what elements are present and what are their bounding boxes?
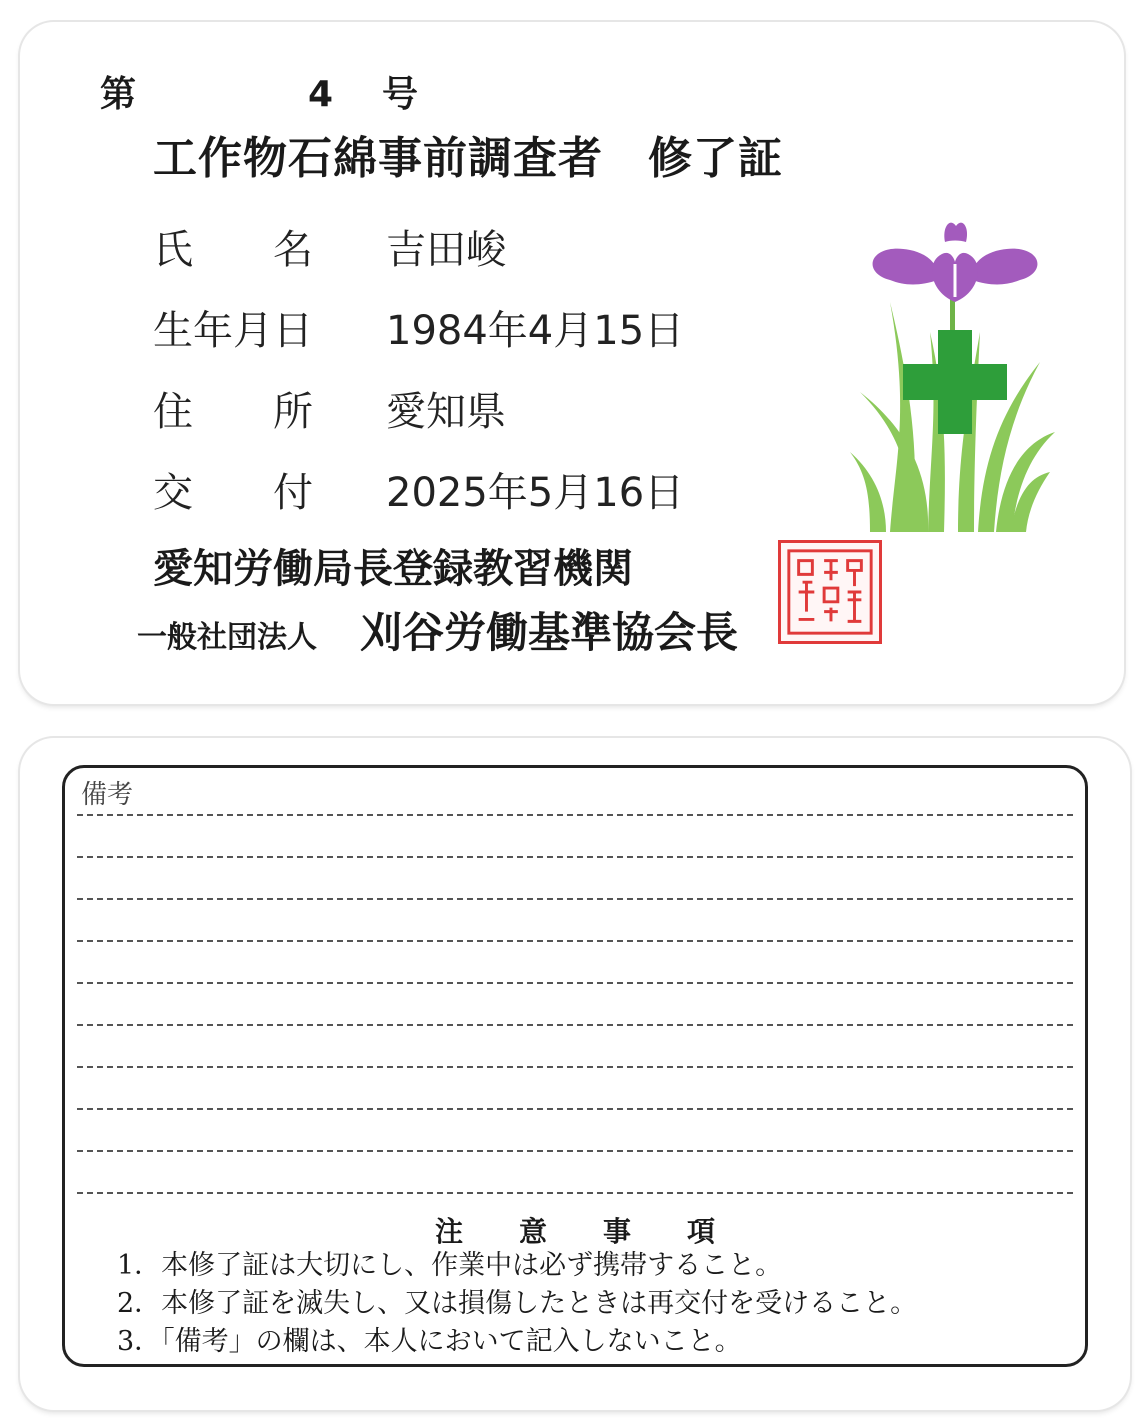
remarks-rule: [77, 1066, 1073, 1068]
certificate-front: [20, 22, 1124, 704]
iris-cross-logo: [850, 212, 1060, 542]
address-label: 住 所: [153, 389, 313, 435]
remarks-rule: [77, 814, 1073, 816]
issue-date-label: 交 付: [153, 470, 313, 516]
certificate-back: [20, 738, 1130, 1410]
remarks-rule: [77, 898, 1073, 900]
remarks-rule: [77, 1108, 1073, 1110]
notes-heading: 注意事項: [434, 1215, 771, 1248]
address-value: 愛知県: [386, 389, 506, 435]
remarks-rule: [77, 856, 1073, 858]
certificate-title: 工作物石綿事前調査者 修了証: [153, 133, 783, 184]
cert-number-prefix: 第: [100, 74, 137, 115]
issuer-org-type: 一般社団法人: [137, 620, 317, 655]
name-value: 吉田峻: [386, 227, 506, 273]
name-label: 氏 名: [153, 227, 313, 273]
note-item: 2．本修了証を滅失し、又は損傷したときは再交付を受けること。: [117, 1288, 918, 1319]
note-item: 1．本修了証は大切にし、作業中は必ず携帯すること。: [117, 1250, 783, 1281]
issue-date-value: 2025年5月16日: [386, 470, 685, 516]
birthdate-value: 1984年4月15日: [386, 308, 685, 354]
issuer-name: 刈谷労働基準協会長: [360, 608, 739, 657]
remarks-rule: [77, 940, 1073, 942]
remarks-rule: [77, 1192, 1073, 1194]
remarks-rule: [77, 1024, 1073, 1026]
remarks-rule: [77, 982, 1073, 984]
remarks-box: [62, 765, 1088, 1367]
official-seal: [778, 540, 882, 644]
note-item: 3．「備考」の欄は、本人において記入しないこと。: [117, 1326, 742, 1357]
remarks-rule: [77, 1150, 1073, 1152]
cert-number-suffix: 号: [382, 74, 419, 115]
remarks-label: 備考: [81, 780, 134, 810]
birthdate-label: 生年月日: [153, 308, 313, 354]
issuer-authority: 愛知労働局長登録教習機関: [153, 546, 633, 592]
cert-number: 4: [308, 74, 334, 115]
